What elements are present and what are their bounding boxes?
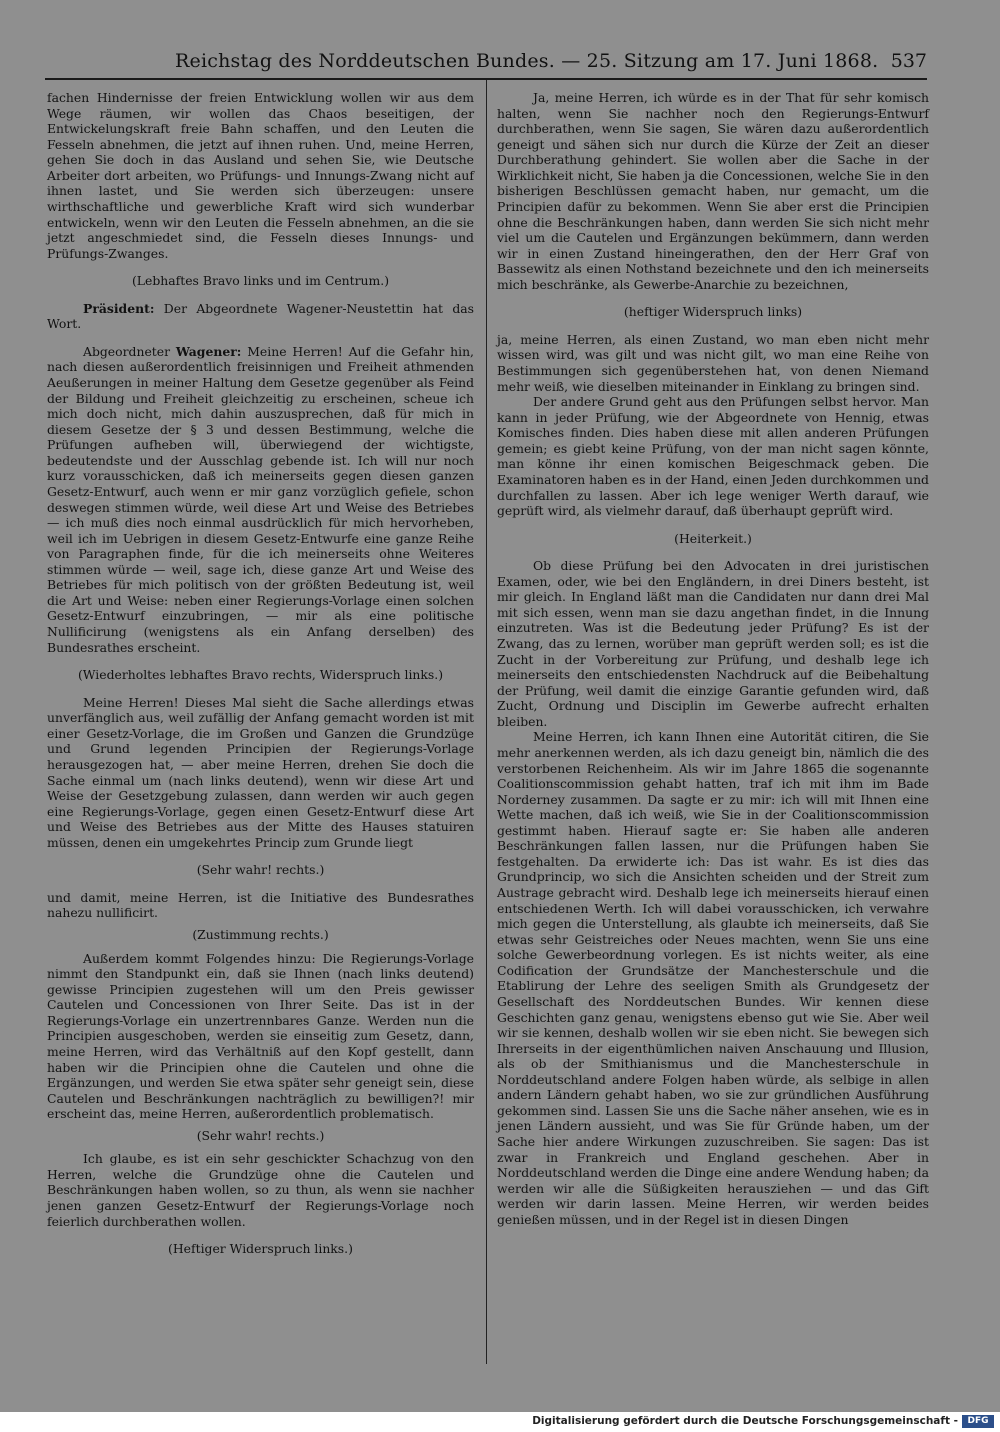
speaker-paragraph: [47, 344, 474, 655]
stage-direction: (Sehr wahr! rechts.): [196, 1127, 325, 1143]
paragraph: Ich glaube, es ist ein sehr geschickter Schachzug von den Herren, welche die Grundzüge ohne die Cautelen und Beschränkungen haben wollen, so zu thun, als wenn sie nachher jenen ganzen Gesetz-Entwurf der Regierungs-Vorlage noch feierlich durchberathen wollen.: [47, 1151, 474, 1229]
paragraph: Ja, meine Herren, ich würde es in der That für sehr komisch halten, wenn Sie nachher noch den Regierungs-Entwurf durchberathen, wenn Sie sagen, Sie wären dazu außerordentlich geneigt und sähen sich nur durch die Kürze der Zeit an dieser Durchberathung gehindert. Sie wollen aber die Sache in der Wirklichkeit nicht, Sie haben ja die Concessionen, welche Sie in den bisherigen Beschlüssen gemacht haben, nur gemacht, um die Principien dafür zu bekommen. Wenn Sie aber erst die Principien ohne die Beschränkungen haben, dann werden Sie sich nicht mehr viel um die Cautelen und Ergänzungen bekümmern, dann werden wir in einen Zustand hineingerathen, den der Herr Graf von Bassewitz als einen Nothstand bezeichnete und den ich meinerseits mich beschränke, als Gewerbe-Anarchie zu bezeichnen,: [497, 90, 929, 292]
running-title: Reichstag des Norddeutschen Bundes. — 25. Sitzung am 17. Juni 1868.: [175, 50, 879, 72]
paragraph: Meine Herren, ich kann Ihnen eine Autorität citiren, die Sie mehr anerkennen werden, als ich dazu geneigt bin, nämlich die des verstorbenen Reichenheim. Als wir im Jahre 1865 die sogenannte Coalitionscommission gehabt hatten, traf ich mit ihm im Bade Norderney zusammen. Da sagte er zu mir: ich will mit Ihnen eine Wette machen, daß ich weiß, wie Sie in der Coalitionscommission gestimmt haben. Hierauf sagte er: Sie haben alle anderen Beschränkungen fallen lassen, nur die Prüfungen haben Sie festgehalten. Da erwiderte ich: Das ist wahr. Es ist dies das Grundprincip, wo sich die Ansichten scheiden und der Streit zum Austrage gebracht wird. Deshalb lege ich meinerseits hierauf einen entschiedenen Werth. Ich will dabei vorausschicken, ich verwahre mich gegen die Unterstellung, als glaubte ich meinerseits, daß Sie etwas sehr Geistreiches oder Neues machten, wenn Sie uns eine solche Gewerbeordnung vorlegen. Es ist nichts weiter, als eine Codification der Grundsätze der Manchesterschule und die Etablirung der Lehre des seeligen Smith als Grundgesetz der Gesellschaft des Norddeutschen Bundes. Wir kennen diese Geschichten ganz genau, wenigstens ebenso gut wie Sie. Aber weil wir sie kennen, deshalb wollen wir sie eben nicht. Sie bewegen sich Ihrerseits in der eigenthümlichen naiven Anschauung und Illusion, als ob der Smithianismus und die Manchesterschule in Norddeutschland andere Folgen haben würde, als selbige in allen andern Ländern gehabt haben, wo sie zur gründlichen Ausführung gekommen sind. Lassen Sie uns die Sache näher ansehen, wie es in jenen Ländern aussieht, und was Sie für Gründe haben, um der Sache hier andere Wirkungen zuzuschreiben. Sie sagen: Das ist zwar in Frankreich und England geschehen. Aber in Norddeutschland werden die Dinge eine andere Wendung haben; da werden wir alle die Süßigkeiten herausziehen — und das Gift werden wir darin lassen. Meine Herren, wir werden beides genießen müssen, und in der Regel ist in diesen Dingen: [497, 729, 929, 1227]
page-number: 537: [890, 50, 927, 72]
stage-direction: (Wiederholtes lebhaftes Bravo rechts, Widerspruch links.): [77, 667, 444, 683]
paragraph: Ob diese Prüfung bei den Advocaten in drei juristischen Examen, oder, wie bei den Engländern, in drei Diners besteht, ist mir gleich. In England läßt man die Candidaten nur dann drei Mal mit sich essen, wenn man sie dazu angethan findet, in die Innung einzutreten. Was ist die Bedeutung jeder Prüfung? Es ist der Zwang, das zu lernen, worüber man geprüft werden soll; es ist die Zucht in der Vorbereitung zur Prüfung, und deshalb lege ich meinerseits den entschiedensten Nachdruck auf die Beibehaltung der Prüfung, weil damit die einzige Garantie gefunden wird, daß Zucht, Ordnung und Disciplin im Gewerbe aufrecht erhalten bleiben.: [497, 558, 929, 729]
stage-direction: (Zustimmung rechts.): [192, 927, 329, 942]
dfg-logo: DFG: [962, 1415, 994, 1428]
funding-credit: Digitalisierung gefördert durch die Deutsche Forschungsgemeinschaft -: [532, 1415, 958, 1427]
left-column: [47, 90, 474, 1269]
footer-bar: [0, 1412, 1000, 1432]
right-column: [497, 90, 929, 1227]
speaker-paragraph: [47, 301, 474, 332]
paragraph: Meine Herren! Dieses Mal sieht die Sache allerdings etwas unverfänglich aus, weil zufällig der Anfang gemacht worden ist mit einer Gesetz-Vorlage, die im Großen und Ganzen die Grundzüge und Grund legenden Principien der Regierungs-Vorlage herausgezogen hat, — aber meine Herren, drehen Sie doch die Sache einmal um (nach links deutend), wenn wir diese Art und Weise der Gesetzgebung zulassen, dann werden wir auch gegen eine Regierungs-Vorlage, gegen einen Gesetz-Entwurf diese Art und Weise des Betriebes aus der Mitte des Hauses statuiren müssen, denen ein umgekehrtes Princip zum Grunde liegt: [47, 694, 474, 850]
paragraph-continuation: ja, meine Herren, als einen Zustand, wo man eben nicht mehr wissen wird, was gilt und was nicht gilt, wo man eine Reihe von Bestimmungen sich gegenüberstehen hat, von denen Niemand mehr weiß, wie dieselben miteinander in Einklang zu bringen sind.: [497, 331, 929, 394]
paragraph-continuation: fachen Hindernisse der freien Entwicklung wollen wir aus dem Wege räumen, wir wollen das Chaos beseitigen, der Entwickelungskraft freie Bahn schaffen, und den Leuten die Fesseln abnehmen, die jetzt auf ihnen ruhen. Und, meine Herren, gehen Sie doch in das Ausland und sehen Sie, wie Deutsche Arbeiter dort arbeiten, wo Prüfungs- und Innungs-Zwang nicht auf ihnen lastet, und Sie werden sich überzeugen: unsere wirthschaftliche und gewerbliche Kraft wird sich wunderbar entwickeln, wenn wir den Leuten die Fesseln abnehmen, an die sie jetzt angeschmiedet sind, die Fesseln dieses Innungs- und Prüfungs-Zwanges.: [47, 90, 474, 261]
stage-direction: (Sehr wahr! rechts.): [196, 862, 325, 878]
paragraph-continuation: und damit, meine Herren, ist die Initiative des Bundesrathes nahezu nullificirt.: [47, 889, 474, 921]
running-header: [45, 46, 927, 76]
speaker-prefix: Abgeordneter: [83, 343, 171, 359]
column-divider: [486, 80, 487, 1364]
stage-direction: (Heiterkeit.): [674, 530, 752, 546]
stage-direction: (Lebhaftes Bravo links und im Centrum.): [131, 273, 390, 289]
speaker-name: Wagener:: [175, 343, 242, 359]
speaker-name: Präsident:: [83, 300, 155, 316]
paragraph: Der andere Grund geht aus den Prüfungen selbst hervor. Man kann in jeder Prüfung, wie der Abgeordnete von Hennig, etwas Komisches finden. Dies haben diese mit allen anderen Prüfungen gemein; es giebt keine Prüfung, von der man nicht sagen könnte, man könne ihr einen komischen Beigeschmack geben. Die Examinatoren haben es in der Hand, einen Jeden durchkommen und durchfallen zu lassen. Aber ich lege weniger Werth darauf, wie geprüft wird, als vielmehr darauf, daß überhaupt geprüft wird.: [497, 394, 929, 519]
paragraph: Außerdem kommt Folgendes hinzu: Die Regierungs-Vorlage nimmt den Standpunkt ein, daß sie Ihnen (nach links deutend) gewisse Principien zugestehen will um den Preis gewisser Cautelen und Concessionen von Ihrer Seite. Das ist in der Regierungs-Vorlage ein unzertrennbares Ganze. Werden nun die Principien ausgeschoben, werden sie einseitig zum Gesetz, dann, meine Herren, wird das Verhältniß auf den Kopf gestellt, dann haben wir die Principien ohne die Cautelen und ohne die Ergänzungen, und werden Sie etwa später sehr geneigt sein, diese Cautelen und Beschränkungen nachträglich zu bewilligen?! mir erscheint das, meine Herren, außerordentlich problematisch.: [47, 950, 474, 1122]
paragraph-text: Der Abgeordnete Wagener-Neustettin hat das Wort.: [47, 300, 474, 332]
stage-direction: (heftiger Widerspruch links): [623, 304, 803, 320]
stage-direction: (Heftiger Widerspruch links.): [168, 1241, 353, 1257]
paragraph-text: Meine Herren! Auf die Gefahr hin, nach diesen außerordentlich freisinnigen und Freiheit athmenden Aeußerungen in meiner Haltung dem Gesetze gegenüber als Feind der Bildung und Freiheit gleichzeitig zu erscheinen, scheue ich mich doch nicht, mich dahin auszusprechen, daß für mich in diesem Gesetze der § 3 und dessen Bestimmung, welche die Prüfungen aufheben will, überwiegend der wichtigste, bedeutendste und der Ausschlag gebende ist. Ich will nur noch kurz vorausschicken, daß ich meinerseits gegen diesen ganzen Gesetz-Entwurf, auch wenn er mir ganz vorzüglich gefiele, schon deswegen stimmen würde, weil diese Art und Weise des Betriebes — ich muß dies noch einmal ausdrücklich für mich hervorheben, weil ich im Uebrigen in diesem Gesetz-Entwurfe eine ganze Reihe von Paragraphen finde, für die ich meinerseits ohne Weiteres stimmen würde — weil, sage ich, diese ganze Art und Weise des Betriebes für mich politisch von der größten Bedeutung ist, weil die Art und Weise: neben einer Regierungs-Vorlage einen solchen Gesetz-Entwurf einzubringen, — mir als eine politische Nullificirung (wenigstens als ein Anfang derselben) des Bundesrathes erscheint.: [47, 343, 474, 655]
